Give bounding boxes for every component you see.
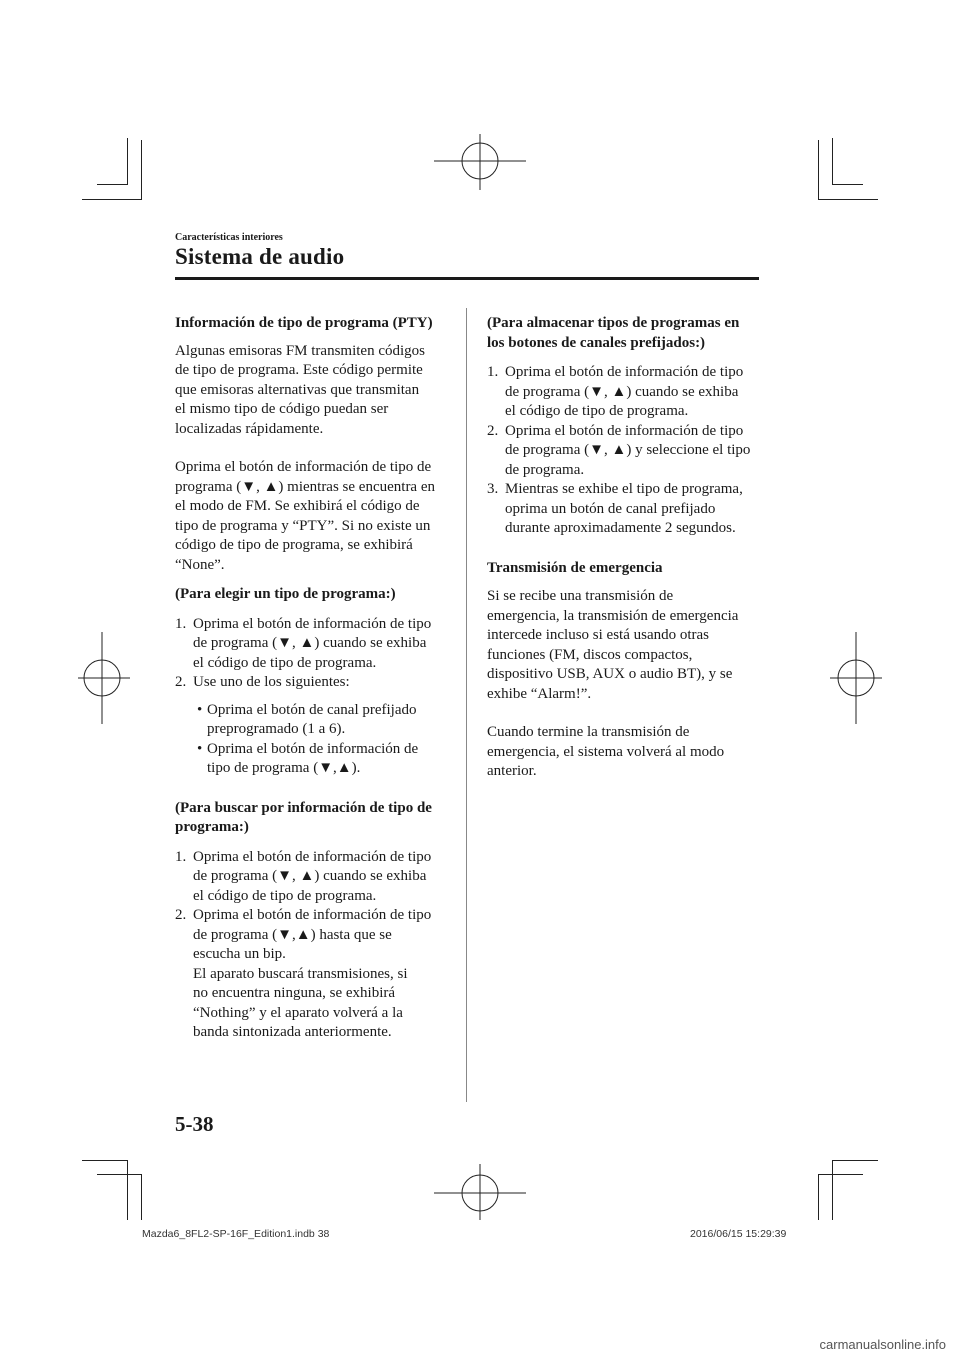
emergency-heading: Transmisión de emergencia — [487, 559, 663, 576]
header-rule — [175, 277, 759, 280]
pty-paragraph: Oprima el botón de información de tipo de programa (▼, ▲) mientras se encuentra en el modo de FM. Se exhibirá el código de tipo de programa y “PTY”. Si no existe un código de tipo de programa, se exhibirá “None”. — [175, 459, 436, 573]
crop-mark — [818, 1174, 819, 1220]
select-steps — [175, 615, 455, 779]
list-item: • Oprima el botón de información de tipo de programa (▼,▲). — [197, 740, 419, 776]
pty-intro: Algunas emisoras FM transmiten códigos de tipo de programa. Este código permite que emisoras alternativas que transmitan el mismo tipo de código puedan ser localizadas rápidamente. — [175, 342, 425, 437]
store-heading: (Para almacenar tipos de programas en los botones de canales prefijados:) — [487, 315, 740, 351]
crop-mark — [141, 140, 142, 200]
store-steps — [487, 363, 767, 539]
right-column — [487, 314, 767, 782]
crop-mark — [818, 140, 819, 200]
crop-mark — [82, 1160, 128, 1161]
crop-mark — [127, 1160, 128, 1220]
column-divider — [466, 308, 467, 1102]
crop-mark — [818, 1174, 863, 1175]
section-label: Características interiores — [175, 232, 283, 243]
footer-filename: Mazda6_8FL2-SP-16F_Edition1.indb 38 — [142, 1228, 330, 1240]
registration-mark — [78, 632, 130, 724]
list-item: 1. Oprima el botón de información de tipo de programa (▼, ▲) cuando se exhiba el código de tipo de programa. — [487, 364, 744, 419]
crop-mark — [832, 138, 833, 184]
crop-mark — [97, 1174, 142, 1175]
registration-mark — [434, 1164, 526, 1220]
left-column — [175, 314, 455, 1043]
registration-mark — [830, 632, 882, 724]
crop-mark — [818, 199, 878, 200]
pty-heading: Información de tipo de programa (PTY) — [175, 315, 433, 331]
emergency-end-paragraph: Cuando termine la transmisión de emergencia, el sistema volverá al modo anterior. — [487, 724, 725, 779]
crop-mark — [832, 184, 863, 185]
crop-mark — [141, 1174, 142, 1220]
search-heading: (Para buscar por información de tipo de programa:) — [175, 799, 432, 835]
list-item: 2. Use uno de los siguientes: — [175, 674, 350, 690]
page-number: 5-38 — [175, 1112, 214, 1136]
crop-mark — [82, 199, 142, 200]
crop-mark — [97, 184, 128, 185]
list-item: 1. Oprima el botón de información de tipo de programa (▼, ▲) cuando se exhiba el código de tipo de programa. — [175, 615, 432, 671]
list-item: • Oprima el botón de canal prefijado preprogramado (1 a 6). — [197, 701, 417, 737]
crop-mark — [127, 138, 128, 184]
footer-timestamp: 2016/06/15 15:29:39 — [690, 1228, 787, 1240]
list-item: 2. Oprima el botón de información de tipo de programa (▼,▲) hasta que se escucha un bip. El aparato buscará transmisiones, si no encuentra ninguna, se exhibirá “Nothing” y el aparato volverá a la banda sintonizada anteriormente. — [175, 907, 432, 1040]
emergency-paragraph: Si se recibe una transmisión de emergencia, la transmisión de emergencia intercede incluso si está usando otras funciones (FM, discos compactos, dispositivo USB, AUX o audio BT), y se exhibe “Alarm!”. — [487, 588, 739, 702]
list-item: 3. Mientras se exhibe el tipo de programa, oprima un botón de canal prefijado durante aproximadamente 2 segundos. — [487, 481, 743, 536]
registration-mark — [434, 134, 526, 190]
watermark: carmanualsonline.info — [819, 1337, 946, 1352]
crop-mark — [832, 1160, 878, 1161]
select-heading: (Para elegir un tipo de programa:) — [175, 586, 396, 602]
list-item: 1. Oprima el botón de información de tipo de programa (▼, ▲) cuando se exhiba el código de tipo de programa. — [175, 848, 432, 904]
crop-mark — [832, 1160, 833, 1220]
search-steps — [175, 848, 455, 1043]
page-title: Sistema de audio — [175, 244, 345, 269]
bullet-list — [193, 701, 455, 779]
list-item: 2. Oprima el botón de información de tipo de programa (▼, ▲) y seleccione el tipo de programa. — [487, 422, 751, 478]
